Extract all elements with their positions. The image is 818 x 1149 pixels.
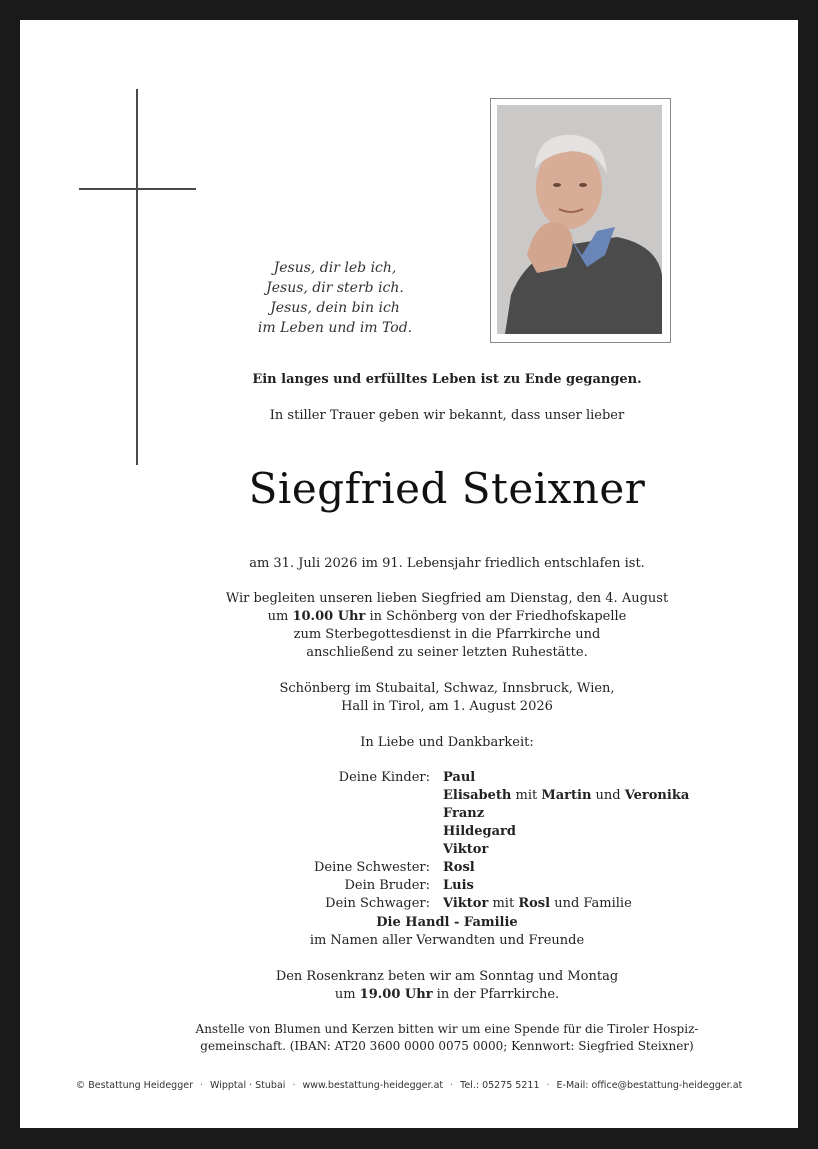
funeral-line xyxy=(200,608,694,626)
child-name: Paul xyxy=(443,770,476,785)
child-name: Franz xyxy=(443,806,485,821)
relatives-line: im Namen aller Verwandten und Freunde xyxy=(309,933,585,948)
footer-phone: Tel.: 05275 5211 xyxy=(460,1080,540,1091)
funeral-line: zum Sterbegottesdienst in die Pfarrkirche und xyxy=(293,627,601,642)
footer-region: Wipptal · Stubai xyxy=(210,1080,286,1091)
family-names xyxy=(443,769,743,913)
footer-email-link[interactable]: E-Mail: office@bestattung-heidegger.at xyxy=(556,1080,743,1091)
verse-line: Jesus, dein bin ich xyxy=(270,300,400,316)
funeral-line: Wir begleiten unseren lieben Siegfried am Dienstag, den 4. August xyxy=(225,591,669,606)
verse-line: im Leben und im Tod. xyxy=(257,320,413,336)
family-labels xyxy=(250,769,430,913)
portrait-illustration xyxy=(497,105,662,334)
brother-name: Luis xyxy=(443,878,474,893)
place-line: Hall in Tirol, am 1. August 2026 xyxy=(341,699,553,714)
donation-line: gemeinschaft. (IBAN: AT20 3600 0000 0075 0000; Kennwort: Siegfried Steixner) xyxy=(200,1039,694,1053)
funeral-line: anschließend zu seiner letzten Ruhestätte. xyxy=(306,645,588,660)
place-line: Schönberg im Stubaital, Schwaz, Innsbruck, Wien, xyxy=(279,681,615,696)
verse-line: Jesus, dir sterb ich. xyxy=(266,280,404,296)
verse-line: Jesus, dir leb ich, xyxy=(273,260,397,276)
funeral-details xyxy=(200,590,694,662)
bible-verse xyxy=(240,258,430,338)
cross-horizontal-bar xyxy=(79,188,196,190)
headline: Ein langes und erfülltes Leben ist zu Ende gegangen. xyxy=(252,372,642,387)
portrait-frame xyxy=(490,98,671,343)
label-brother: Dein Bruder: xyxy=(344,878,430,893)
donation-line: Anstelle von Blumen und Kerzen bitten wir um eine Spende für die Tiroler Hospiz- xyxy=(195,1022,699,1036)
label-children: Deine Kinder: xyxy=(338,770,430,785)
footer xyxy=(30,1080,788,1091)
label-brother-in-law: Dein Schwager: xyxy=(325,896,430,911)
child-name: Hildegard xyxy=(443,824,516,839)
funeral-time: 10.00 Uhr xyxy=(292,609,366,624)
child-name: Viktor xyxy=(443,842,489,857)
sister-name: Rosl xyxy=(443,860,475,875)
portrait-photo xyxy=(497,105,662,334)
rosary-line: um 19.00 Uhr in der Pfarrkirche. xyxy=(334,987,560,1002)
intro-text: In stiller Trauer geben wir bekannt, dass unser lieber xyxy=(269,408,625,423)
footer-separator: · xyxy=(546,1080,550,1091)
family-name-line: Die Handl - Familie xyxy=(376,915,518,930)
donation-notice xyxy=(190,1021,704,1055)
footer-separator: · xyxy=(199,1080,204,1091)
footer-separator: · xyxy=(450,1080,454,1091)
funeral-text: um xyxy=(267,609,293,624)
footer-separator: · xyxy=(292,1080,296,1091)
funeral-text: in Schönberg von der Friedhofskapelle xyxy=(365,609,627,624)
label-sister: Deine Schwester: xyxy=(313,860,430,875)
deceased-name: Siegfried Steixner xyxy=(248,464,646,513)
thanks-line: In Liebe und Dankbarkeit: xyxy=(360,735,534,750)
rosary-line: Den Rosenkranz beten wir am Sonntag und Montag xyxy=(275,969,619,984)
death-date-text: am 31. Juli 2026 im 91. Lebensjahr friedlich entschlafen ist. xyxy=(249,556,645,571)
place-date xyxy=(200,680,694,716)
footer-company: © Bestattung Heidegger xyxy=(75,1080,193,1091)
footer-website-link[interactable]: www.bestattung-heidegger.at xyxy=(302,1080,444,1091)
cross-vertical-bar xyxy=(136,89,138,465)
rosary-notice xyxy=(200,968,694,1004)
child-name: Elisabeth mit Martin und Veronika xyxy=(443,788,690,803)
brother-in-law-name: Viktor mit Rosl und Familie xyxy=(443,896,632,911)
